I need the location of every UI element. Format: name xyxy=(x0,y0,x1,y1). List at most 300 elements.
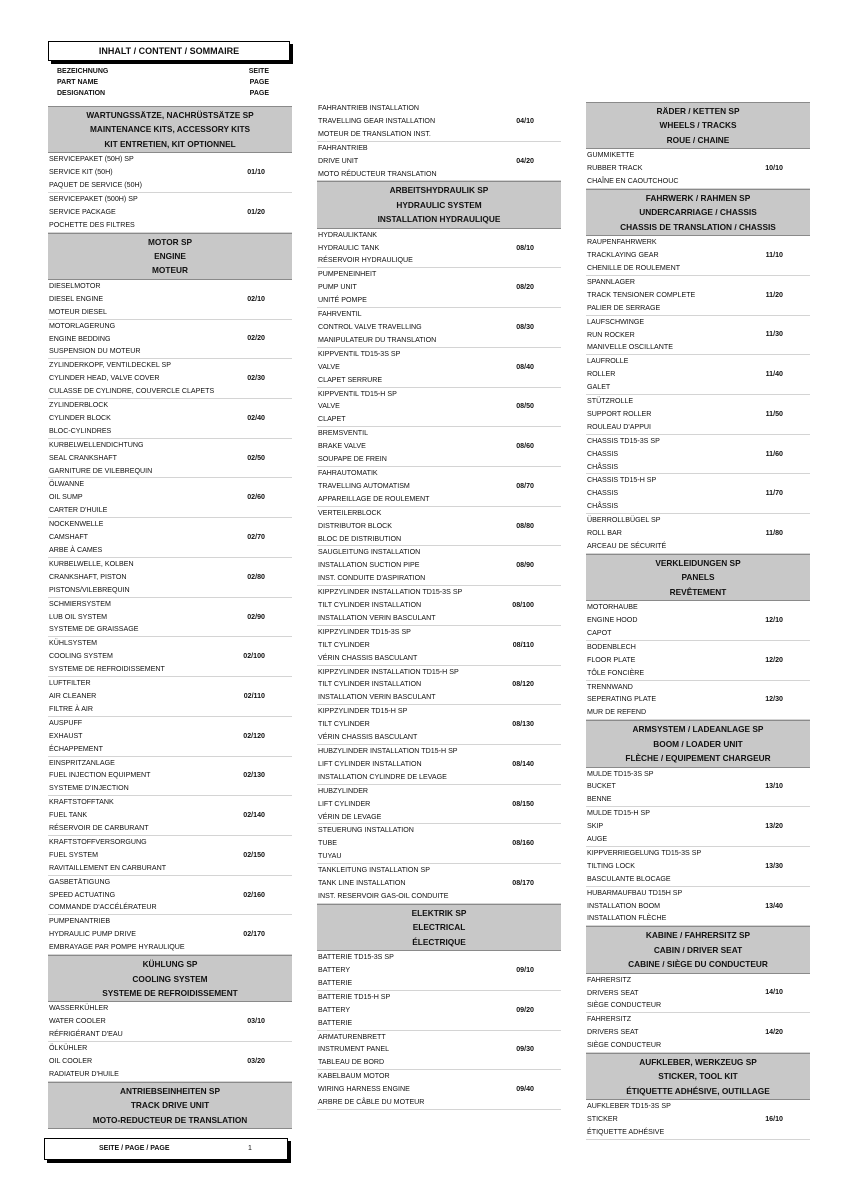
toc-entry-name: EINSPRITZANLAGE xyxy=(49,758,115,767)
toc-entry-name: FUEL TANK xyxy=(49,811,88,820)
toc-page-ref[interactable]: 08/160 xyxy=(512,839,534,848)
toc-entry[interactable] xyxy=(317,348,561,388)
toc-entry-name: HUBZYLINDER xyxy=(318,786,369,795)
toc-page-ref[interactable]: 08/100 xyxy=(512,601,534,610)
toc-entry-name: VÉRIN CHASSIS BASCULANT xyxy=(318,733,418,742)
toc-page-ref[interactable]: 12/30 xyxy=(765,695,783,704)
toc-entry[interactable] xyxy=(586,768,810,808)
toc-page-ref[interactable]: 02/170 xyxy=(243,930,265,939)
toc-entry-name: TANK LINE INSTALLATION xyxy=(318,879,406,888)
section-title-line: HYDRAULIC SYSTEM xyxy=(396,199,482,210)
toc-entry-name: HYDRAULIKTANK xyxy=(318,230,377,239)
toc-entry-name: WIRING HARNESS ENGINE xyxy=(318,1085,410,1094)
toc-entry-name: TILT CYLINDER INSTALLATION xyxy=(318,680,422,689)
section-header xyxy=(586,189,810,236)
toc-entry-name: BATTERY xyxy=(318,966,351,974)
toc-page-ref[interactable]: 11/20 xyxy=(765,290,783,299)
toc-page-ref[interactable]: 02/140 xyxy=(243,811,265,820)
toc-entry-name: ENGINE BEDDING xyxy=(49,334,111,343)
page-footer xyxy=(44,1138,288,1160)
toc-entry-name: VALVE xyxy=(318,402,340,411)
toc-entry[interactable] xyxy=(48,1042,292,1082)
toc-entry-name: VÉRIN DE LEVAGE xyxy=(318,812,382,821)
toc-entry[interactable] xyxy=(48,558,292,598)
toc-page-ref[interactable]: 11/70 xyxy=(765,489,783,498)
toc-page-ref[interactable]: 08/30 xyxy=(516,322,534,331)
toc-column-1 xyxy=(48,106,292,1129)
toc-column-3 xyxy=(586,102,810,1140)
toc-page-ref[interactable]: 02/110 xyxy=(243,691,265,700)
section-title-line: RÄDER / KETTEN SP xyxy=(656,106,740,116)
toc-entry-name: FAHRERSITZ xyxy=(587,1015,632,1024)
toc-entry[interactable] xyxy=(317,586,561,626)
toc-entry-name: CLAPET xyxy=(318,415,346,424)
toc-entry[interactable] xyxy=(586,641,810,681)
toc-entry[interactable] xyxy=(48,637,292,677)
toc-entry[interactable] xyxy=(317,507,561,547)
toc-entry[interactable] xyxy=(317,1070,561,1110)
toc-entry-name: APPAREILLAGE DE ROULEMENT xyxy=(318,494,430,503)
toc-entry[interactable] xyxy=(48,915,292,955)
toc-entry-name: MOTORLAGERUNG xyxy=(49,321,116,330)
toc-entry[interactable] xyxy=(48,836,292,876)
toc-page-ref[interactable]: 02/60 xyxy=(247,493,265,502)
toc-entry-name: INSTALLATION CYLINDRE DE LEVAGE xyxy=(318,772,447,781)
toc-entry-name: AUFKLEBER TD15-3S SP xyxy=(587,1102,671,1111)
toc-entry[interactable] xyxy=(586,149,810,189)
toc-page-ref[interactable]: 02/130 xyxy=(243,771,265,780)
toc-entry[interactable] xyxy=(48,598,292,638)
toc-entry-name: TRAVELLING GEAR INSTALLATION xyxy=(318,116,436,125)
toc-page-ref[interactable]: 08/90 xyxy=(516,561,534,570)
toc-entry-name: LIFT CYLINDER INSTALLATION xyxy=(318,759,422,768)
toc-entry-name: RUBBER TRACK xyxy=(587,164,643,173)
toc-entry-name: TRAVELLING AUTOMATISM xyxy=(318,481,410,490)
page-title: INHALT / CONTENT / SOMMAIRE xyxy=(48,41,290,61)
toc-entry-name: GASBETÄTIGUNG xyxy=(49,877,111,886)
toc-entry[interactable] xyxy=(317,546,561,586)
section-header xyxy=(48,955,292,1002)
toc-entry-name: BATTERIE xyxy=(318,978,353,987)
toc-entry[interactable] xyxy=(586,807,810,847)
toc-entry-name: GARNITURE DE VILEBREQUIN xyxy=(49,466,153,475)
toc-entry-name: CHASSIS xyxy=(587,489,619,498)
toc-page-ref[interactable]: 02/90 xyxy=(247,612,265,621)
toc-entry-name: DRIVERS SEAT xyxy=(587,1028,639,1037)
toc-entry-name: SERVICE PACKAGE xyxy=(49,207,116,216)
toc-entry-name: TANKLEITUNG INSTALLATION SP xyxy=(318,866,430,875)
toc-entry-name: OIL COOLER xyxy=(49,1056,93,1065)
section-title-line: PANELS xyxy=(681,572,715,583)
section-title-line: UNDERCARRIAGE / CHASSIS xyxy=(639,207,757,218)
toc-entry-name: KIPPVENTIL TD15-H SP xyxy=(318,389,397,398)
toc-entry[interactable] xyxy=(48,677,292,717)
toc-entry-name: HUBZYLINDER INSTALLATION TD15-H SP xyxy=(318,747,458,755)
toc-entry-name: CYLINDER BLOCK xyxy=(49,413,111,422)
toc-entry-name: PALIER DE SERRAGE xyxy=(587,303,661,312)
toc-entry-name: CONTROL VALVE TRAVELLING xyxy=(318,323,422,331)
toc-entry[interactable] xyxy=(48,439,292,479)
toc-entry[interactable] xyxy=(317,745,561,785)
toc-entry[interactable] xyxy=(317,388,561,428)
section-header xyxy=(586,1053,810,1100)
toc-entry-name: HUBARMAUFBAU TD15H SP xyxy=(587,888,683,897)
toc-entry-name: CHÂSSIS xyxy=(587,462,619,471)
toc-entry[interactable] xyxy=(48,876,292,916)
toc-page-ref[interactable]: 02/120 xyxy=(243,731,265,740)
toc-page-ref[interactable]: 09/30 xyxy=(516,1045,534,1054)
toc-entry-name: CRANKSHAFT, PISTON xyxy=(49,572,127,581)
toc-entry-name: SKIP xyxy=(587,822,604,831)
toc-page-ref[interactable]: 09/20 xyxy=(516,1005,534,1014)
toc-entry-name: BATTERY xyxy=(318,1005,351,1014)
toc-entry-name: ÜBERROLLBÜGEL SP xyxy=(587,516,661,525)
toc-entry[interactable] xyxy=(48,193,292,233)
footer-label: SEITE / PAGE / PAGE xyxy=(99,1145,170,1152)
label-page-de: SEITE xyxy=(248,68,269,75)
toc-entry-name: DRIVERS SEAT xyxy=(587,988,639,997)
toc-entry-name: SYSTEME D'INJECTION xyxy=(49,784,129,793)
toc-entry[interactable] xyxy=(317,951,561,991)
toc-page-ref[interactable]: 13/10 xyxy=(765,782,783,791)
toc-page-ref[interactable]: 12/10 xyxy=(765,616,783,625)
toc-entry-name: WATER COOLER xyxy=(49,1017,106,1026)
toc-entry-name: LUFTFILTER xyxy=(49,679,91,688)
toc-entry-name: CARTER D'HUILE xyxy=(49,506,108,515)
toc-entry[interactable] xyxy=(586,887,810,927)
toc-entry-name: BUCKET xyxy=(587,782,616,791)
toc-entry-name: MOTO RÉDUCTEUR TRANSLATION xyxy=(318,169,437,178)
toc-page-ref[interactable]: 09/10 xyxy=(516,965,534,974)
toc-entry-name: ENGINE HOOD xyxy=(587,616,638,625)
toc-entry[interactable] xyxy=(586,974,810,1014)
header-label-row xyxy=(57,77,269,88)
toc-entry-name: INSTALLATION BOOM xyxy=(587,901,661,910)
toc-entry-name: MULDE TD15-3S SP xyxy=(587,769,654,778)
toc-entry-name: AUGE xyxy=(587,835,608,844)
toc-page-ref[interactable]: 11/40 xyxy=(765,370,783,379)
page-number: 1 xyxy=(248,1145,252,1152)
toc-entry-name: CHASSIS TD15-3S SP xyxy=(587,436,660,445)
toc-page-ref[interactable]: 01/20 xyxy=(247,207,265,216)
section-title-line: ELEKTRIK SP xyxy=(411,907,467,918)
toc-column-2 xyxy=(317,102,561,1110)
section-header xyxy=(586,554,810,601)
toc-page-ref[interactable]: 08/40 xyxy=(516,362,534,371)
toc-entry-name: INSTRUMENT PANEL xyxy=(318,1045,390,1054)
toc-page-ref[interactable]: 02/20 xyxy=(247,334,265,343)
toc-entry[interactable] xyxy=(317,666,561,706)
toc-entry[interactable] xyxy=(48,1002,292,1042)
toc-entry-name: ARBE À CAMES xyxy=(49,546,103,554)
toc-entry[interactable] xyxy=(48,320,292,360)
toc-entry-name: MUR DE REFEND xyxy=(587,708,647,717)
toc-page-ref[interactable]: 02/30 xyxy=(247,374,265,383)
toc-entry-name: ZYLINDERKOPF, VENTILDECKEL SP xyxy=(49,361,171,370)
toc-entry-name: INSTALLATION VERIN BASCULANT xyxy=(318,693,436,702)
toc-entry-name: OIL SUMP xyxy=(49,493,83,502)
toc-entry-name: KIPPZYLINDER INSTALLATION TD15-H SP xyxy=(318,667,459,676)
section-title-line: WHEELS / TRACKS xyxy=(659,120,737,131)
toc-entry[interactable] xyxy=(317,427,561,467)
toc-entry-name: RAUPENFAHRWERK xyxy=(587,238,657,247)
toc-entry[interactable] xyxy=(48,280,292,320)
header-label-row xyxy=(57,88,269,99)
toc-entry-name: ARCEAU DE SÉCURITÉ xyxy=(587,542,667,550)
toc-page-ref[interactable]: 12/20 xyxy=(765,655,783,664)
toc-entry-name: KURBELWELLE, KOLBEN xyxy=(49,559,134,568)
toc-page-ref[interactable]: 02/100 xyxy=(243,652,265,661)
toc-entry-name: ZYLINDERBLOCK xyxy=(49,401,109,410)
toc-entry[interactable] xyxy=(317,1031,561,1071)
toc-entry[interactable] xyxy=(317,705,561,745)
toc-page-ref[interactable]: 03/20 xyxy=(247,1056,265,1065)
toc-entry-name: BASCULANTE BLOCAGE xyxy=(587,874,671,883)
toc-entry[interactable] xyxy=(317,785,561,825)
toc-entry-name: MANIPULATEUR DU TRANSLATION xyxy=(318,335,437,344)
toc-page-ref[interactable]: 08/20 xyxy=(516,283,534,292)
toc-entry-name: ÖLWANNE xyxy=(49,480,85,489)
toc-entry-name: PISTONS/VILEBREQUIN xyxy=(49,585,130,594)
toc-entry-name: MOTORHAUBE xyxy=(587,603,638,612)
toc-entry-name: SOUPAPE DE FREIN xyxy=(318,455,387,464)
toc-entry[interactable] xyxy=(48,153,292,193)
toc-page-ref[interactable]: 08/140 xyxy=(512,759,534,768)
toc-page-ref[interactable]: 08/50 xyxy=(516,402,534,411)
toc-entry-name: CHENILLE DE ROULEMENT xyxy=(587,263,681,272)
toc-entry[interactable] xyxy=(317,268,561,308)
toc-entry-name: LUB OIL SYSTEM xyxy=(49,612,108,621)
section-header xyxy=(48,233,292,280)
toc-entry-name: ROLLER xyxy=(587,370,616,379)
section-title-line: ANTRIEBSEINHEITEN SP xyxy=(119,1085,221,1096)
toc-entry-name: INST. RESERVOIR GAS-OIL CONDUITE xyxy=(318,891,449,900)
section-title-line: CABINE / SIÈGE DU CONDUCTEUR xyxy=(628,959,768,970)
toc-entry-name: DISTRIBUTOR BLOCK xyxy=(318,521,392,530)
toc-entry[interactable] xyxy=(48,359,292,399)
toc-page-ref[interactable]: 02/80 xyxy=(247,572,265,581)
toc-entry[interactable] xyxy=(317,142,561,182)
toc-entry-name: FAHRANTRIEB xyxy=(318,143,368,152)
toc-entry[interactable] xyxy=(586,514,810,554)
toc-entry-name: TABLEAU DE BORD xyxy=(318,1058,385,1067)
toc-entry-name: KIPPZYLINDER TD15-H SP xyxy=(318,707,408,716)
toc-entry-name: EMBRAYAGE PAR POMPE HYRAULIQUE xyxy=(49,943,185,952)
toc-entry-name: ROULEAU D'APPUI xyxy=(587,422,652,431)
section-title-line: MOTOR SP xyxy=(147,236,193,247)
toc-page-ref[interactable]: 02/160 xyxy=(243,890,265,899)
toc-entry[interactable] xyxy=(317,626,561,666)
toc-entry[interactable] xyxy=(586,681,810,721)
toc-entry[interactable] xyxy=(586,1013,810,1053)
label-name-de: BEZEICHNUNG xyxy=(57,68,109,75)
toc-entry-name: BATTERIE xyxy=(318,1018,353,1027)
section-title-line: REVÊTEMENT xyxy=(669,586,727,597)
label-page-fr: PAGE xyxy=(249,90,269,97)
toc-page-ref[interactable]: 10/10 xyxy=(765,164,783,173)
section-title-line: ROUE / CHAINE xyxy=(666,134,730,145)
toc-entry-name: STEUERUNG INSTALLATION xyxy=(318,826,414,835)
toc-entry-name: KIPPZYLINDER TD15-3S SP xyxy=(318,627,411,636)
section-title-line: KIT ENTRETIEN, KIT OPTIONNEL xyxy=(104,138,236,149)
toc-page-ref[interactable]: 13/30 xyxy=(765,861,783,870)
toc-page-ref[interactable]: 11/60 xyxy=(765,449,783,458)
toc-entry-name: FILTRE À AIR xyxy=(49,704,94,713)
toc-entry-name: PUMPENANTRIEB xyxy=(49,917,111,926)
toc-entry-name: TILT CYLINDER xyxy=(318,720,370,729)
toc-page-ref[interactable]: 13/40 xyxy=(765,901,783,910)
toc-entry-name: CHAÎNE EN CAOUTCHOUC xyxy=(587,177,679,186)
section-title-line: ENGINE xyxy=(154,251,186,262)
toc-entry-name: BREMSVENTIL xyxy=(318,429,369,438)
toc-entry-name: KABELBAUM MOTOR xyxy=(318,1072,390,1081)
toc-entry-name: GALET xyxy=(587,383,611,392)
toc-entry-name: SYSTEME DE REFROIDISSEMENT xyxy=(49,665,165,674)
toc-entry[interactable] xyxy=(586,355,810,395)
toc-page-ref[interactable]: 11/10 xyxy=(765,251,783,260)
toc-entry-name: FAHRAUTOMATIK xyxy=(318,468,378,477)
toc-entry-name: MOTEUR DIESEL xyxy=(49,307,107,316)
label-name-en: PART NAME xyxy=(57,79,99,86)
toc-entry-name: MANIVELLE OSCILLANTE xyxy=(587,343,673,352)
header-label-row xyxy=(57,66,269,77)
toc-entry[interactable] xyxy=(586,474,810,514)
toc-entry-name: CHÂSSIS xyxy=(587,502,619,511)
toc-entry-name: RÉFRIGÉRANT D'EAU xyxy=(49,1030,123,1039)
toc-page-ref[interactable]: 08/70 xyxy=(516,481,534,490)
toc-entry[interactable] xyxy=(586,847,810,887)
toc-entry-name: SIÈGE CONDUCTEUR xyxy=(587,1001,662,1010)
toc-page-ref[interactable]: 08/110 xyxy=(512,640,534,649)
toc-page-ref[interactable]: 02/10 xyxy=(247,294,265,303)
toc-entry-name: SUPPORT ROLLER xyxy=(587,409,652,418)
toc-entry-name: KIPPVENTIL TD15-3S SP xyxy=(318,349,401,358)
toc-entry-name: INST. CONDUITE D'ASPIRATION xyxy=(318,574,426,583)
toc-page-ref[interactable]: 11/50 xyxy=(765,409,783,418)
toc-entry-name: KIPPVERRIEGELUNG TD15-3S SP xyxy=(587,848,702,857)
toc-entry-name: PAQUET DE SERVICE (50H) xyxy=(49,181,143,190)
toc-entry-name: TRACK TENSIONER COMPLETE xyxy=(587,290,696,299)
toc-entry[interactable] xyxy=(48,796,292,836)
toc-entry-name: ARBRE DE CÂBLE DU MOTEUR xyxy=(318,1098,425,1107)
toc-page-ref[interactable]: 04/10 xyxy=(516,116,534,125)
toc-entry-name: COMMANDE D'ACCÉLÉRATEUR xyxy=(49,903,157,912)
section-title-line: WARTUNGSSÄTZE, NACHRÜSTSÄTZE SP xyxy=(86,110,254,120)
section-title-line: SYSTEME DE REFROIDISSEMENT xyxy=(102,987,238,998)
toc-page-ref[interactable]: 13/20 xyxy=(765,822,783,831)
toc-entry[interactable] xyxy=(48,717,292,757)
toc-page-ref[interactable]: 08/150 xyxy=(512,799,534,808)
section-header xyxy=(48,106,292,153)
toc-entry-name: ÉCHAPPEMENT xyxy=(49,744,103,753)
toc-entry[interactable] xyxy=(586,316,810,356)
toc-entry-name: DRIVE UNIT xyxy=(318,156,359,165)
toc-page-ref[interactable]: 11/80 xyxy=(765,529,783,538)
toc-page-ref[interactable]: 02/50 xyxy=(247,453,265,462)
toc-entry-name: SYSTEME DE GRAISSAGE xyxy=(49,625,139,634)
toc-page-ref[interactable]: 02/150 xyxy=(243,850,265,859)
toc-entry-name: LAUFSCHWINGE xyxy=(587,317,645,326)
toc-page-ref[interactable]: 08/10 xyxy=(516,243,534,252)
toc-entry-name: SEPERATING PLATE xyxy=(587,695,657,704)
section-title-line: STICKER, TOOL KIT xyxy=(658,1071,738,1082)
toc-entry-name: ROLL BAR xyxy=(587,529,622,538)
section-title-line: KÜHLUNG SP xyxy=(142,959,198,970)
toc-entry-name: RÉSERVOIR HYDRAULIQUE xyxy=(318,256,413,265)
toc-page-ref[interactable]: 03/10 xyxy=(247,1017,265,1026)
toc-entry[interactable] xyxy=(48,399,292,439)
toc-entry-name: TRACKLAYING GEAR xyxy=(587,251,659,260)
toc-entry-name: BENNE xyxy=(587,795,612,804)
toc-entry[interactable] xyxy=(586,276,810,316)
toc-page-ref[interactable]: 01/10 xyxy=(247,168,265,177)
toc-page-ref[interactable]: 08/60 xyxy=(516,442,534,451)
toc-entry-name: SUSPENSION DU MOTEUR xyxy=(49,347,141,356)
toc-entry[interactable] xyxy=(317,308,561,348)
toc-entry[interactable] xyxy=(586,395,810,435)
toc-page-ref[interactable]: 09/40 xyxy=(516,1085,534,1094)
toc-entry[interactable] xyxy=(586,1100,810,1140)
toc-entry-name: INSTALLATION SUCTION PIPE xyxy=(318,561,420,570)
toc-entry-name: SIÈGE CONDUCTEUR xyxy=(587,1041,662,1050)
toc-entry-name: POCHETTE DES FILTRES xyxy=(49,220,135,229)
toc-entry-name: CLAPET SERRURE xyxy=(318,375,383,384)
toc-entry[interactable] xyxy=(317,824,561,864)
section-title-line: TRACK DRIVE UNIT xyxy=(130,1100,210,1111)
toc-entry-name: INSTALLATION VERIN BASCULANT xyxy=(318,613,436,622)
toc-entry-name: TILT CYLINDER INSTALLATION xyxy=(318,601,422,610)
toc-entry[interactable] xyxy=(586,435,810,475)
toc-entry[interactable] xyxy=(48,757,292,797)
toc-page-ref[interactable]: 08/130 xyxy=(512,720,534,729)
toc-entry[interactable] xyxy=(586,601,810,641)
toc-entry[interactable] xyxy=(317,864,561,904)
toc-entry-name: SEAL CRANKSHAFT xyxy=(49,453,117,462)
toc-entry-name: SPANNLAGER xyxy=(587,277,635,286)
toc-entry-name: RADIATEUR D'HUILE xyxy=(49,1069,119,1078)
section-header xyxy=(317,181,561,228)
toc-entry-name: PUMP UNIT xyxy=(318,283,357,292)
toc-page-ref[interactable]: 14/20 xyxy=(765,1028,783,1037)
toc-entry[interactable] xyxy=(317,229,561,269)
toc-page-ref[interactable]: 02/70 xyxy=(247,533,265,542)
section-title-line: VERKLEIDUNGEN SP xyxy=(655,557,741,568)
toc-entry-name: BATTERIE TD15-3S SP xyxy=(318,953,394,962)
toc-entry[interactable] xyxy=(317,991,561,1031)
section-header xyxy=(317,904,561,951)
toc-page-ref[interactable]: 16/10 xyxy=(765,1115,783,1124)
section-title-line: ELECTRICAL xyxy=(412,922,466,933)
toc-entry[interactable] xyxy=(48,518,292,558)
toc-page-ref[interactable]: 08/170 xyxy=(512,879,534,888)
toc-page-ref[interactable]: 04/20 xyxy=(516,156,534,165)
toc-page-ref[interactable]: 11/30 xyxy=(765,330,783,339)
toc-entry-name: KIPPZYLINDER INSTALLATION TD15-3S SP xyxy=(318,588,463,597)
toc-entry-name: STÜTZROLLE xyxy=(587,397,634,406)
toc-page-ref[interactable]: 08/120 xyxy=(512,680,534,689)
toc-entry[interactable] xyxy=(317,102,561,142)
toc-page-ref[interactable]: 14/10 xyxy=(765,988,783,997)
toc-entry-name: BLOC-CYLINDRES xyxy=(49,426,112,435)
toc-page-ref[interactable]: 08/80 xyxy=(516,521,534,530)
toc-entry-name: COOLING SYSTEM xyxy=(49,652,113,661)
toc-entry[interactable] xyxy=(317,467,561,507)
toc-entry[interactable] xyxy=(586,236,810,276)
toc-page-ref[interactable]: 02/40 xyxy=(247,413,265,422)
toc-entry[interactable] xyxy=(48,478,292,518)
header-labels xyxy=(57,66,269,99)
toc-entry-name: WASSERKÜHLER xyxy=(49,1004,109,1013)
